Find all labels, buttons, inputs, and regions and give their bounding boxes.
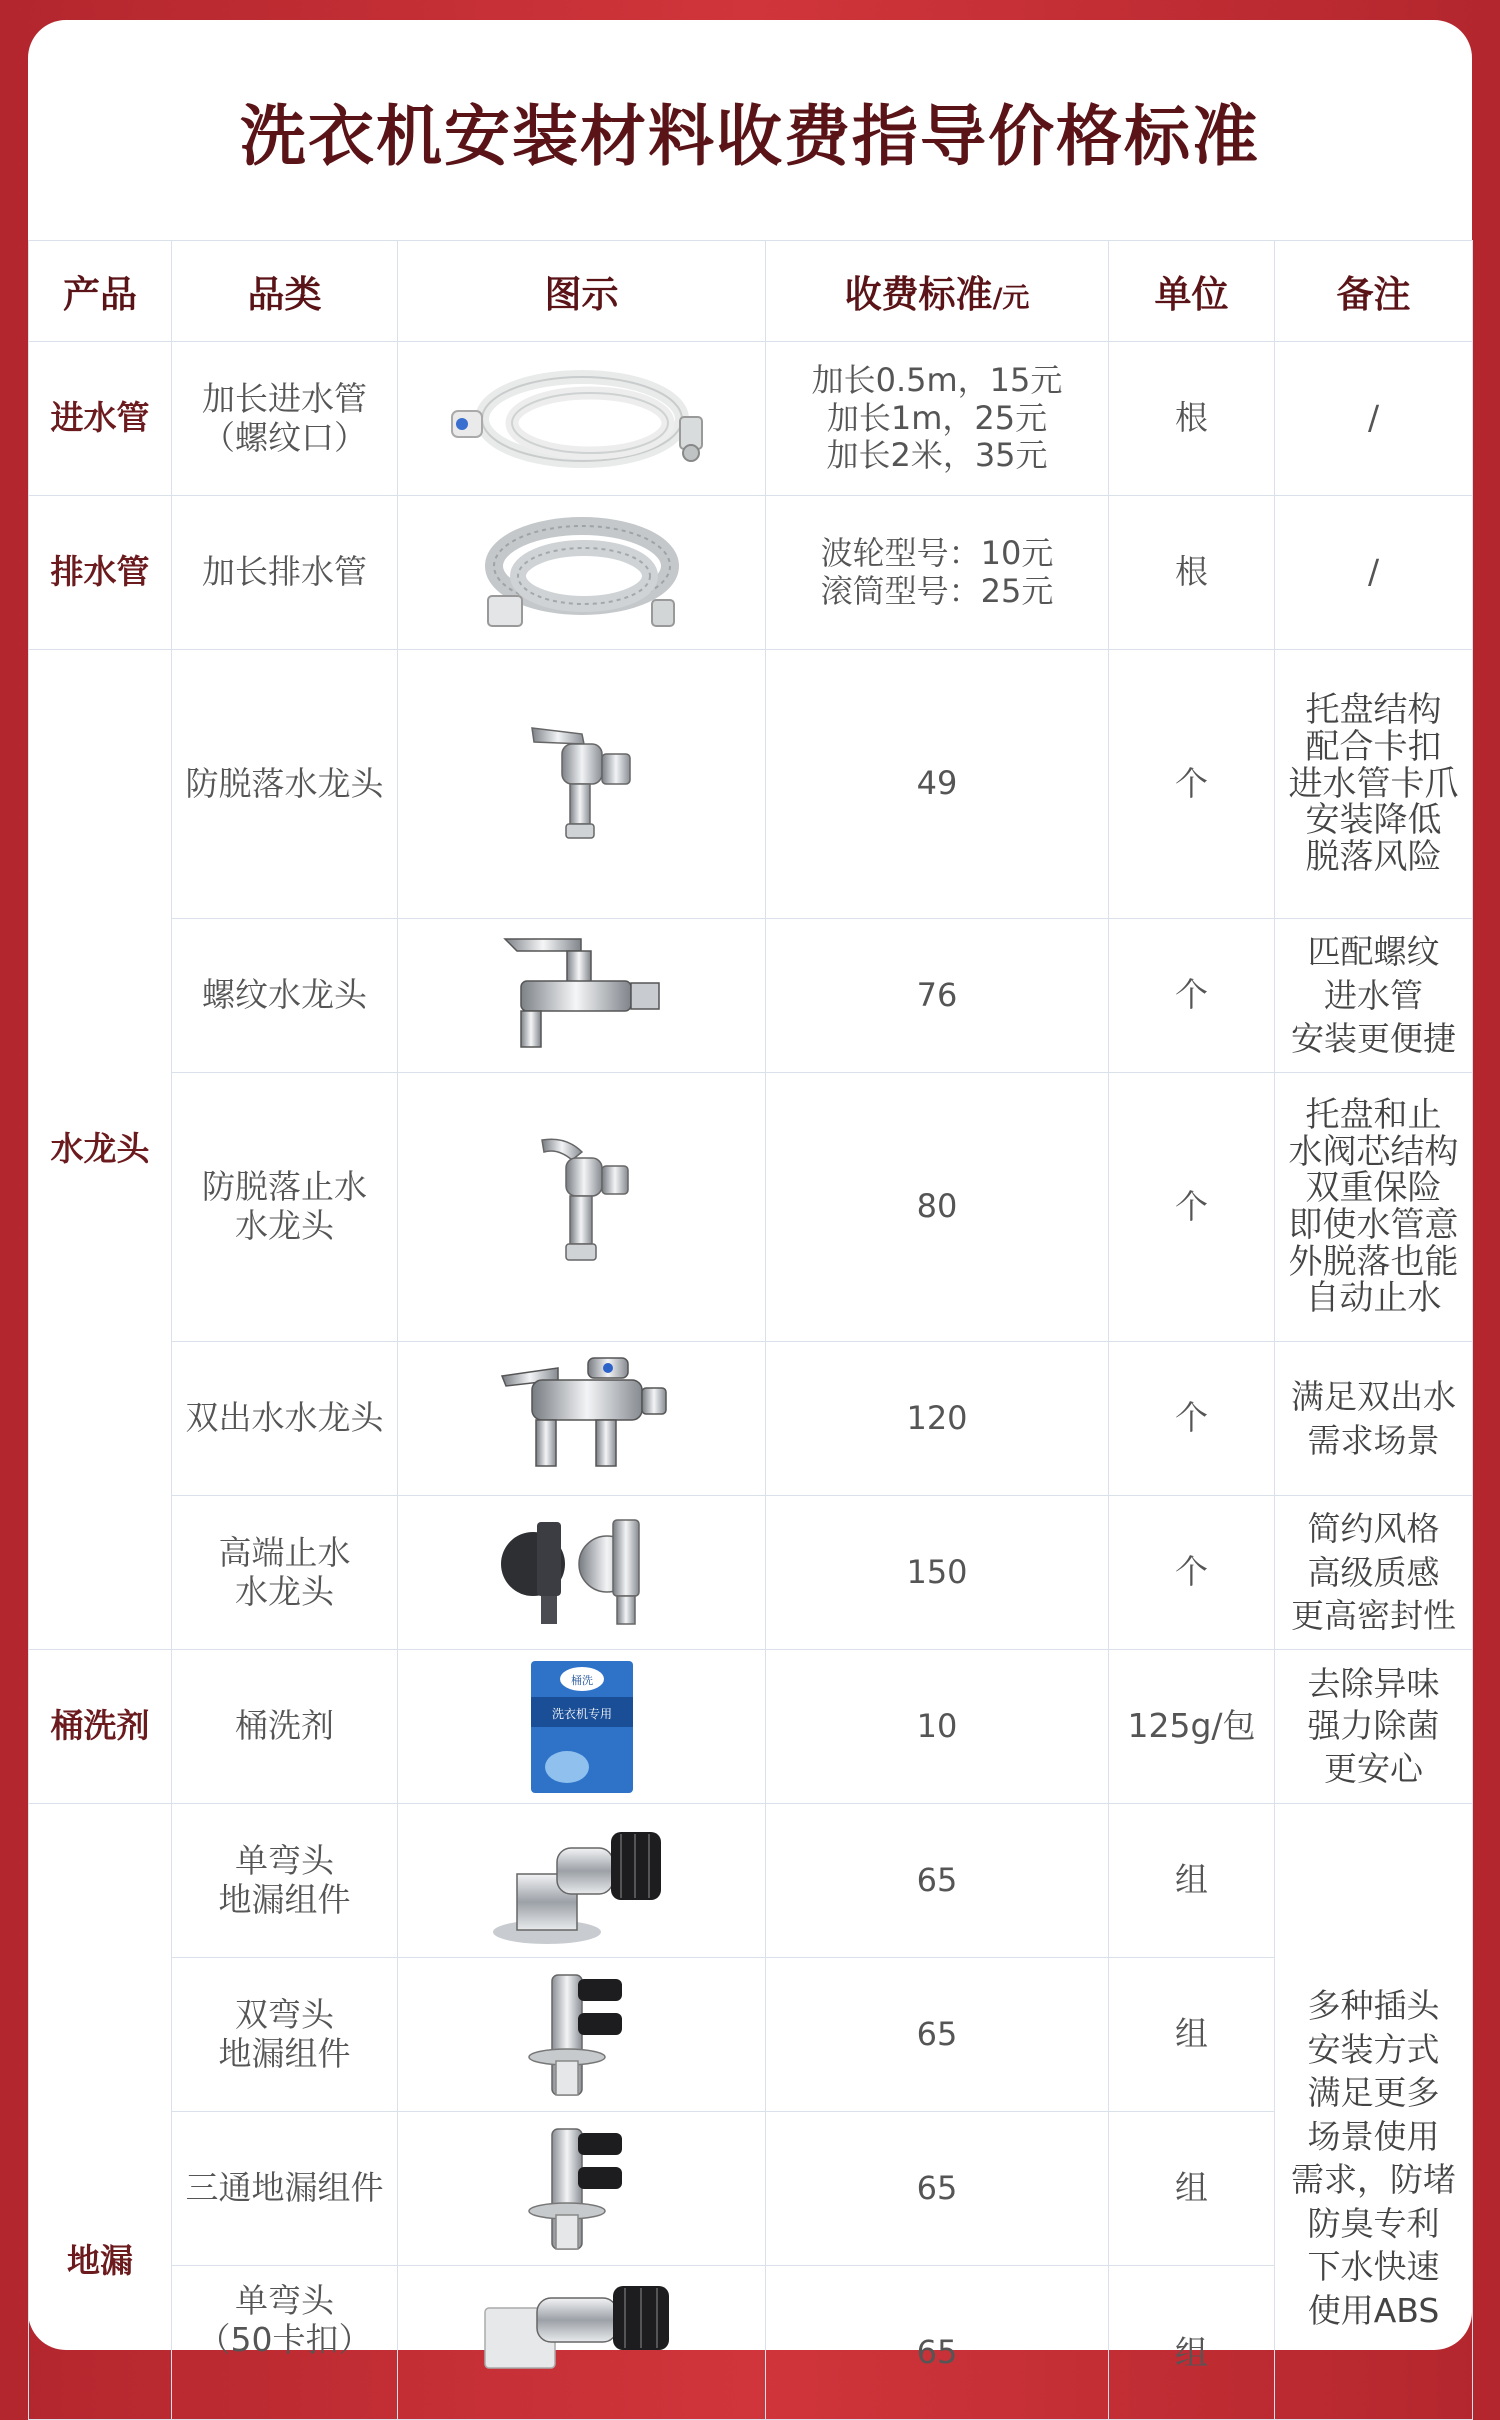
- category-cell: 防脱落水龙头: [172, 650, 398, 919]
- double-elbow-drain-image: [522, 1965, 642, 2105]
- category-cell: 三通地漏组件: [172, 2112, 398, 2266]
- table-row: [29, 650, 1473, 919]
- price-cell: 65: [766, 1804, 1109, 1958]
- double-outlet-faucet-image: [492, 1354, 672, 1484]
- threaded-faucet-image: [497, 931, 667, 1061]
- table-row: [29, 1958, 1473, 2112]
- table-row: [29, 2112, 1473, 2266]
- note-cell: 满足双出水 需求场景: [1275, 1342, 1473, 1496]
- note-cell: /: [1275, 342, 1473, 496]
- page-title: 洗衣机安装材料收费指导价格标准: [240, 97, 1260, 175]
- header-price: [766, 241, 1109, 342]
- price-cell: 120: [766, 1342, 1109, 1496]
- category-cell: 双出水水龙头: [172, 1342, 398, 1496]
- category-cell: 加长排水管: [172, 496, 398, 650]
- image-cell: [398, 2266, 766, 2420]
- price-cell: 加长0.5m，15元 加长1m，25元 加长2米，35元: [766, 342, 1109, 496]
- category-cell: 单弯头 （50卡扣）: [172, 2266, 398, 2420]
- header-unit: 单位: [1109, 241, 1275, 342]
- price-table: [28, 240, 1473, 2420]
- single-elbow-drain-image: [487, 1814, 677, 1948]
- unit-cell: 个: [1109, 1342, 1275, 1496]
- product-cell: 地漏: [29, 1804, 172, 2420]
- category-cell: 单弯头 地漏组件: [172, 1804, 398, 1958]
- unit-cell: 个: [1109, 1496, 1275, 1650]
- price-cell: 76: [766, 919, 1109, 1073]
- table-row: [29, 496, 1473, 650]
- category-cell: 高端止水 水龙头: [172, 1496, 398, 1650]
- product-cell: 水龙头: [29, 650, 172, 1650]
- note-cell: 托盘结构 配合卡扣 进水管卡爪 安装降低 脱落风险: [1275, 650, 1473, 919]
- note-cell: 简约风格 高级质感 更高密封性: [1275, 1496, 1473, 1650]
- unit-cell: 组: [1109, 2266, 1275, 2420]
- image-cell: [398, 1650, 766, 1804]
- category-cell: 螺纹水龙头: [172, 919, 398, 1073]
- price-card: [28, 20, 1472, 2372]
- table-row: [29, 1342, 1473, 1496]
- image-cell: [398, 1804, 766, 1958]
- unit-cell: 125g/包: [1109, 1650, 1275, 1804]
- note-cell: 多种插头 安装方式 满足更多 场景使用 需求，防堵 防臭专利 下水快速 使用ABS: [1275, 1804, 1473, 2420]
- drain-hose-image: [472, 508, 692, 638]
- header-row: [29, 241, 1473, 342]
- single-elbow-50-drain-image: [477, 2282, 687, 2416]
- header-category: 品类: [172, 241, 398, 342]
- table-row: [29, 342, 1473, 496]
- price-cell: 波轮型号：10元 滚筒型号：25元: [766, 496, 1109, 650]
- image-cell: [398, 1073, 766, 1342]
- image-cell: [398, 2112, 766, 2266]
- unit-cell: 组: [1109, 2112, 1275, 2266]
- header-image: 图示: [398, 241, 766, 342]
- note-cell: 托盘和止 水阀芯结构 双重保险 即使水管意 外脱落也能 自动止水: [1275, 1073, 1473, 1342]
- price-cell: 65: [766, 2266, 1109, 2420]
- header-price-label: 收费标准: [844, 273, 993, 316]
- premium-faucet-image: [497, 1508, 667, 1638]
- unit-cell: 组: [1109, 1958, 1275, 2112]
- note-cell: /: [1275, 496, 1473, 650]
- unit-cell: 组: [1109, 1804, 1275, 1958]
- image-cell: [398, 342, 766, 496]
- note-cell: 匹配螺纹 进水管 安装更便捷: [1275, 919, 1473, 1073]
- anti-drop-faucet-image: [512, 714, 652, 854]
- unit-cell: 根: [1109, 496, 1275, 650]
- image-cell: [398, 1342, 766, 1496]
- category-cell: 加长进水管 （螺纹口）: [172, 342, 398, 496]
- unit-cell: 个: [1109, 919, 1275, 1073]
- price-cell: 65: [766, 1958, 1109, 2112]
- product-cell: 进水管: [29, 342, 172, 496]
- image-cell: [398, 919, 766, 1073]
- header-product: 产品: [29, 241, 172, 342]
- table-row: [29, 1496, 1473, 1650]
- image-cell: [398, 650, 766, 919]
- package-middle-label: 洗衣机专用: [551, 1706, 612, 1721]
- table-row: [29, 1804, 1473, 1958]
- table-row: [29, 2266, 1473, 2420]
- inlet-hose-image: [432, 359, 732, 479]
- unit-cell: 个: [1109, 650, 1275, 919]
- unit-cell: 个: [1109, 1073, 1275, 1342]
- table-row: [29, 1073, 1473, 1342]
- drum-cleaner-image: [527, 1657, 637, 1797]
- product-cell: 桶洗剂: [29, 1650, 172, 1804]
- header-note: 备注: [1275, 241, 1473, 342]
- price-cell: 80: [766, 1073, 1109, 1342]
- image-cell: [398, 1496, 766, 1650]
- category-cell: 双弯头 地漏组件: [172, 1958, 398, 2112]
- category-cell: 防脱落止水 水龙头: [172, 1073, 398, 1342]
- table-row: [29, 919, 1473, 1073]
- image-cell: [398, 1958, 766, 2112]
- header-price-unit: /元: [992, 283, 1030, 314]
- unit-cell: 根: [1109, 342, 1275, 496]
- product-cell: 排水管: [29, 496, 172, 650]
- price-cell: 49: [766, 650, 1109, 919]
- price-cell: 150: [766, 1496, 1109, 1650]
- price-cell: 65: [766, 2112, 1109, 2266]
- note-cell: 去除异味 强力除菌 更安心: [1275, 1650, 1473, 1804]
- price-cell: 10: [766, 1650, 1109, 1804]
- category-cell: 桶洗剂: [172, 1650, 398, 1804]
- image-cell: [398, 496, 766, 650]
- anti-drop-stop-faucet-image: [522, 1132, 642, 1282]
- tee-drain-image: [522, 2119, 642, 2259]
- package-top-label: 桶洗: [570, 1673, 593, 1687]
- table-row: [29, 1650, 1473, 1804]
